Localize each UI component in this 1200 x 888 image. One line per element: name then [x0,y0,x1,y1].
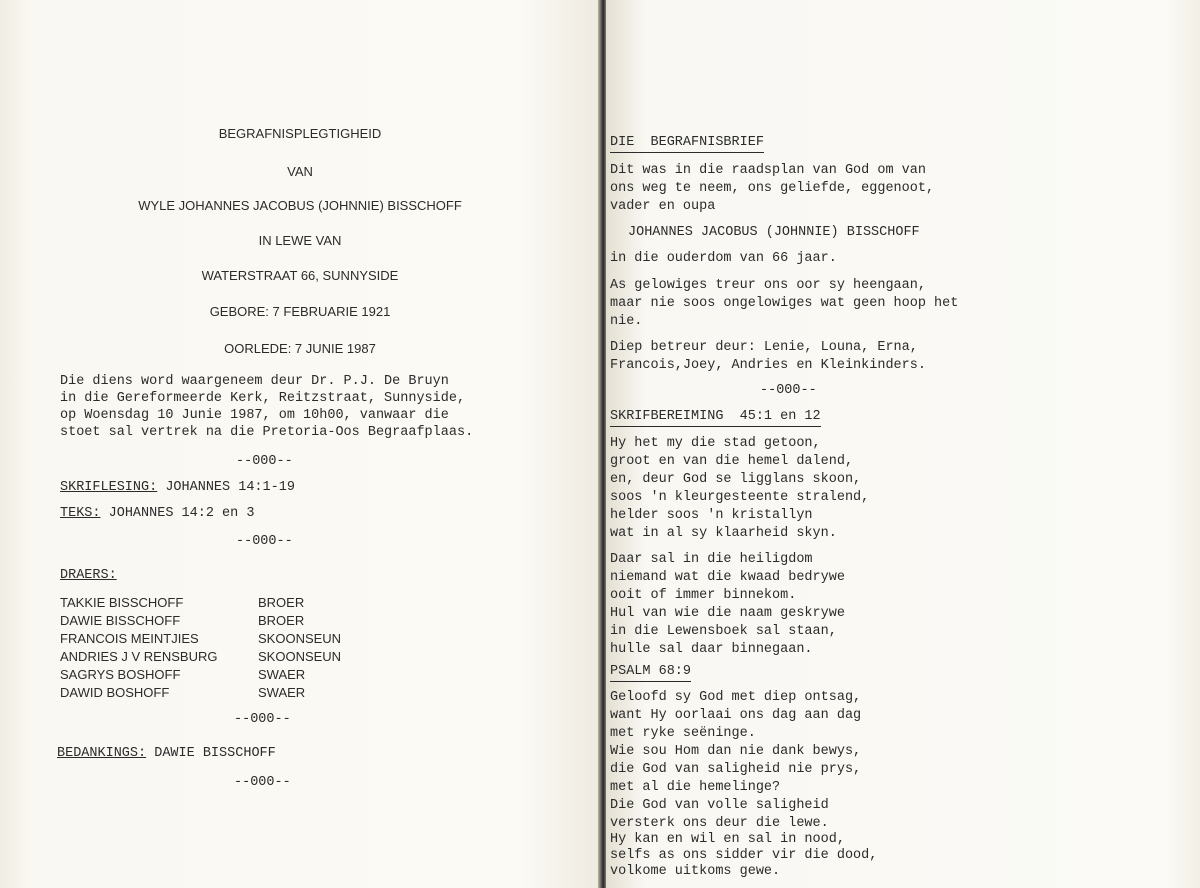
address: WATERSTRAAT 66, SUNNYSIDE [201,268,399,283]
thanks-value: DAWIE BISSCHOFF [146,746,276,761]
mourn-line: nie. [610,314,643,329]
bearer-relation: BROER [258,613,305,628]
deceased-name-right: JOHANNES JACOBUS (JOHNNIE) BISSCHOFF [628,225,920,240]
survivors-line: Diep betreur deur: Lenie, Louna, Erna, [610,340,918,355]
bearer-relation: SKOONSEUN [258,649,342,664]
hymn-title: SKRIFBEREIMING 45:1 en 12 [610,409,821,427]
died-date: OORLEDE: 7 JUNIE 1987 [224,341,376,356]
psalm-line: Die God van volle saligheid [610,798,829,813]
mourn-line: As gelowiges treur ons oor sy heengaan, [610,278,926,293]
hymn-line: niemand wat die kwaad bedrywe [610,570,845,585]
psalm-line: die God van saligheid nie prys, [610,762,862,777]
mourn-line: maar nie soos ongelowiges wat geen hoop het [610,296,959,311]
psalm-line: selfs as ons sidder vir die dood, [610,848,878,863]
hymn-line: helder soos 'n kristallyn [610,508,813,523]
program-title: BEGRAFNISPLEGTIGHEID [218,126,382,141]
psalm-line: Geloofd sy God met diep ontsag, [610,690,862,705]
letter-title: DIE BEGRAFNISBRIEF [610,135,764,153]
psalm-line: volkome uitkoms gewe. [610,864,781,879]
service-line: Die diens word waargeneem deur Dr. P.J. De Bruyn [60,374,449,389]
hymn-line: ooit of immer binnekom. [610,588,797,603]
survivors-line: Francois,Joey, Andries en Kleinkinders. [610,358,926,373]
psalm-line: Wie sou Hom dan nie dank bewys, [610,744,862,759]
text-value: JOHANNES 14:2 en 3 [100,506,255,521]
psalm-line: met ryke seëninge. [610,726,756,741]
bearer-name: DAWID BOSHOFF [60,685,170,700]
bearer-relation: BROER [258,595,305,610]
separator: --000-- [236,454,293,469]
hymn-line: hulle sal daar binnegaan. [610,642,813,657]
thanks-label: BEDANKINGS: [57,746,147,761]
bearer-relation: SKOONSEUN [258,631,342,646]
title-van: VAN [287,164,313,179]
text-label: TEKS: [60,506,101,521]
hymn-line: Hul van wie die naam geskrywe [610,606,845,621]
reading-label: SKRIFLESING: [60,480,158,495]
psalm-line: versterk ons deur die lewe. [610,816,829,831]
right-page [606,0,1200,888]
bearer-name: TAKKIE BISSCHOFF [60,595,184,610]
reading-value: JOHANNES 14:1-19 [157,480,295,495]
hymn-line: groot en van die hemel dalend, [610,454,854,469]
psalm-line: met al die hemelinge? [610,780,781,795]
separator: --000-- [236,534,293,549]
deceased-name: WYLE JOHANNES JACOBUS (JOHNNIE) BISSCHOFF [138,198,462,213]
letter-line: Dit was in die raadsplan van God om van [610,163,926,178]
psalm-line: Hy kan en wil en sal in nood, [610,832,845,847]
bearer-relation: SWAER [258,685,306,700]
bearers-label: DRAERS: [60,568,117,583]
bearer-name: SAGRYS BOSHOFF [60,667,181,682]
bearer-relation: SWAER [258,667,306,682]
age-line: in die ouderdom van 66 jaar. [610,251,837,266]
service-line: op Woensdag 10 Junie 1987, om 10h00, vanwaar die [60,408,449,423]
born-date: GEBORE: 7 FEBRUARIE 1921 [209,304,391,319]
separator: --000-- [234,775,291,790]
bearer-name: FRANCOIS MEINTJIES [60,631,199,646]
in-lewe-van: IN LEWE VAN [258,233,342,248]
separator: --000-- [234,712,291,727]
service-line: in die Gereformeerde Kerk, Reitzstraat, Sunnyside, [60,391,466,406]
hymn-line: Hy het my die stad getoon, [610,436,821,451]
hymn-line: wat in al sy klaarheid skyn. [610,526,837,541]
hymn-line: soos 'n kleurgesteente stralend, [610,490,870,505]
service-line: stoet sal vertrek na die Pretoria-Oos Begraafplaas. [60,425,474,440]
letter-line: vader en oupa [610,199,716,214]
separator: --000-- [760,383,817,398]
hymn-line: Daar sal in die heiligdom [610,552,813,567]
psalm-title: PSALM 68:9 [610,664,691,682]
hymn-line: in die Lewensboek sal staan, [610,624,837,639]
reading-row [60,480,295,496]
bearer-name: DAWIE BISSCHOFF [60,613,181,628]
text-row [60,506,254,522]
bearer-name: ANDRIES J V RENSBURG [60,649,218,664]
thanks-row [57,746,276,762]
psalm-line: want Hy oorlaai ons dag aan dag [610,708,862,723]
hymn-line: en, deur God se ligglans skoon, [610,472,862,487]
letter-line: ons weg te neem, ons geliefde, eggenoot, [610,181,935,196]
